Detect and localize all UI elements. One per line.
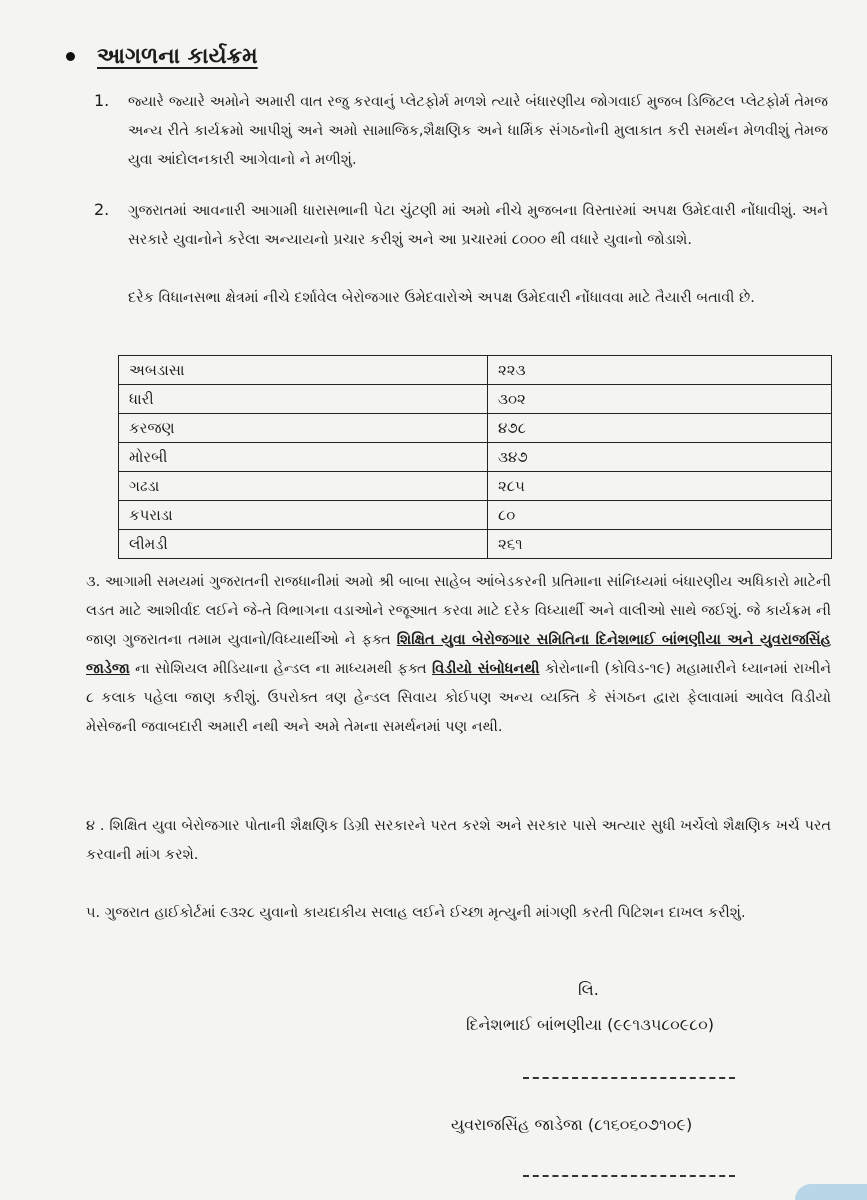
item1-number: 1. <box>94 91 110 110</box>
item2-number: 2. <box>94 200 110 219</box>
table-cell-name: ધારી <box>119 385 488 414</box>
table-cell-name: અબડાસા <box>119 356 488 385</box>
table-cell-count: ૨૨૩ <box>488 356 832 385</box>
table-cell-count: ૨૮૫ <box>488 472 832 501</box>
item3-underlined-names: શિક્ષિત યુવા બેરોજગાર સમિતિના દિનેશભાઈ બાંભણીયા અને યુવરાજસિંહ જાડેજા <box>86 632 831 677</box>
heading-text: આગળના કાર્યક્રમ <box>97 44 258 69</box>
table-row <box>119 385 832 414</box>
table-cell-name: મોરબી <box>119 443 488 472</box>
item4-paragraph: ૪ . શિક્ષિત યુવા બેરોજગાર પોતાની શૈક્ષણિક ડિગ્રી સરકારને પરત કરશે અને સરકાર પાસે અત્યાર સુધી ખર્ચેલો શૈક્ષણિક ખર્ચ પરત કરવાની માંગ કરશે. <box>86 818 831 863</box>
table-row <box>119 356 832 385</box>
item3-paragraph <box>86 568 831 742</box>
item3-underlined-video: વિડીયો સંબોધનથી <box>432 661 540 677</box>
table-cell-count: ૩૪૭ <box>488 443 832 472</box>
table-cell-name: ગઢડા <box>119 472 488 501</box>
table-row <box>119 501 832 530</box>
signature-name2: યુવરાજસિંહ જાડેજા (૮૧૬૦૬૦૭૧૦૯) <box>451 1115 693 1134</box>
item5-paragraph: ૫. ગુજરાત હાઈકોર્ટમાં ૯૩૨૮ યુવાનો કાયદાકીય સલાહ લઈને ઈચ્છા મૃત્યુની માંગણી કરતી પિટિશન દાખલ કરીશું. <box>86 905 746 921</box>
table-row <box>119 443 832 472</box>
signature-name1: દિનેશભાઈ બાંભણીયા (૯૯૧૩૫૮૦૯૮૦) <box>466 1015 714 1034</box>
item3-text-part3: કોરોનાની (કોવિડ-૧૯) મહામારીને ધ્યાનમાં રાખીને ૮ કલાક પહેલા જાણ કરીશું. ઉપરોક્ત ત્રણ હેન્ડલ સિવાય કોઈપણ અન્ય વ્યક્તિ કે સંગઠન દ્વારા ફેલાવામાં આવેલ વિડીયો મેસેજની જવાબદારી અમારી નથી અને અમે તેમના સમર્થનમાં પણ નથી. <box>86 661 831 735</box>
table-cell-count: ૮૦ <box>488 501 832 530</box>
signature-line2 <box>523 1175 735 1177</box>
item1-paragraph: જ્યારે જ્યારે અમોને અમારી વાત રજુ કરવાનું પ્લેટફોર્મ મળશે ત્યારે બંધારણીય જોગવાઈ મુજબ ડિજિટલ પ્લેટફોર્મ તેમજ અન્ય રીતે કાર્યક્રમો આપીશું અને અમો સામાજિક,શૈક્ષણિક અને ધાર્મિક સંગઠનોની મુલાકાત કરી સમર્થન મેળવીશું તેમજ યુવા આંદોલનકારી આગેવાનો ને મળીશું. <box>128 94 828 168</box>
section-heading <box>66 44 258 69</box>
signature-li: લિ. <box>578 980 599 999</box>
item2-subparagraph: દરેક વિધાનસભા ક્ષેત્રમાં નીચે દર્શાવેલ બેરોજગાર ઉમેદવારોએ અપક્ષ ઉમેદવારી નોંધાવવા માટે તૈયારી બતાવી છે. <box>128 290 755 306</box>
page-corner-mark <box>795 1184 867 1200</box>
table-row <box>119 530 832 559</box>
signature-line1 <box>523 1077 735 1079</box>
table-cell-name: લીમડી <box>119 530 488 559</box>
table-cell-name: કરજણ <box>119 414 488 443</box>
table-cell-count: ૩૦૨ <box>488 385 832 414</box>
bullet-icon <box>66 52 75 61</box>
candidates-table <box>118 355 832 559</box>
table-row <box>119 414 832 443</box>
table-cell-count: ૨૬૧ <box>488 530 832 559</box>
item2-paragraph: ગુજરાતમાં આવનારી આગામી ધારાસભાની પેટા ચુંટણી માં અમો નીચે મુજબના વિસ્તારમાં અપક્ષ ઉમેદવારી નોંધાવીશું. અને સરકારે યુવાનોને કરેલા અન્યાયનો પ્રચાર કરીશું અને આ પ્રચારમાં ૮૦૦૦ થી વધારે યુવાનો જોડાશે. <box>128 203 828 248</box>
item3-text-part2: ના સોશિયલ મીડિયાના હેન્ડલ ના માધ્યમથી ફક્ત <box>129 661 432 677</box>
table-row <box>119 472 832 501</box>
table-cell-name: કપરાડા <box>119 501 488 530</box>
table-cell-count: ૪૭૮ <box>488 414 832 443</box>
item3-text-part1: ૩. આગામી સમયમાં ગુજરાતની રાજધાનીમાં અમો શ્રી બાબા સાહેબ આંબેડકરની પ્રતિમાના સાંનિધ્યમાં બંધારણીય અધિકારો માટેની લડત માટે આશીર્વાદ લઈને જે-તે વિભાગના વડાઓને રજૂઆત કરવા માટે દરેક વિધ્યાર્થી અને વાલીઓ સાથે જઈશું. જે કાર્યક્રમ ની જાણ ગુજરાતના તમામ યુવાનો/વિધ્યાર્થીઓ ને ફક્ત <box>86 574 831 648</box>
